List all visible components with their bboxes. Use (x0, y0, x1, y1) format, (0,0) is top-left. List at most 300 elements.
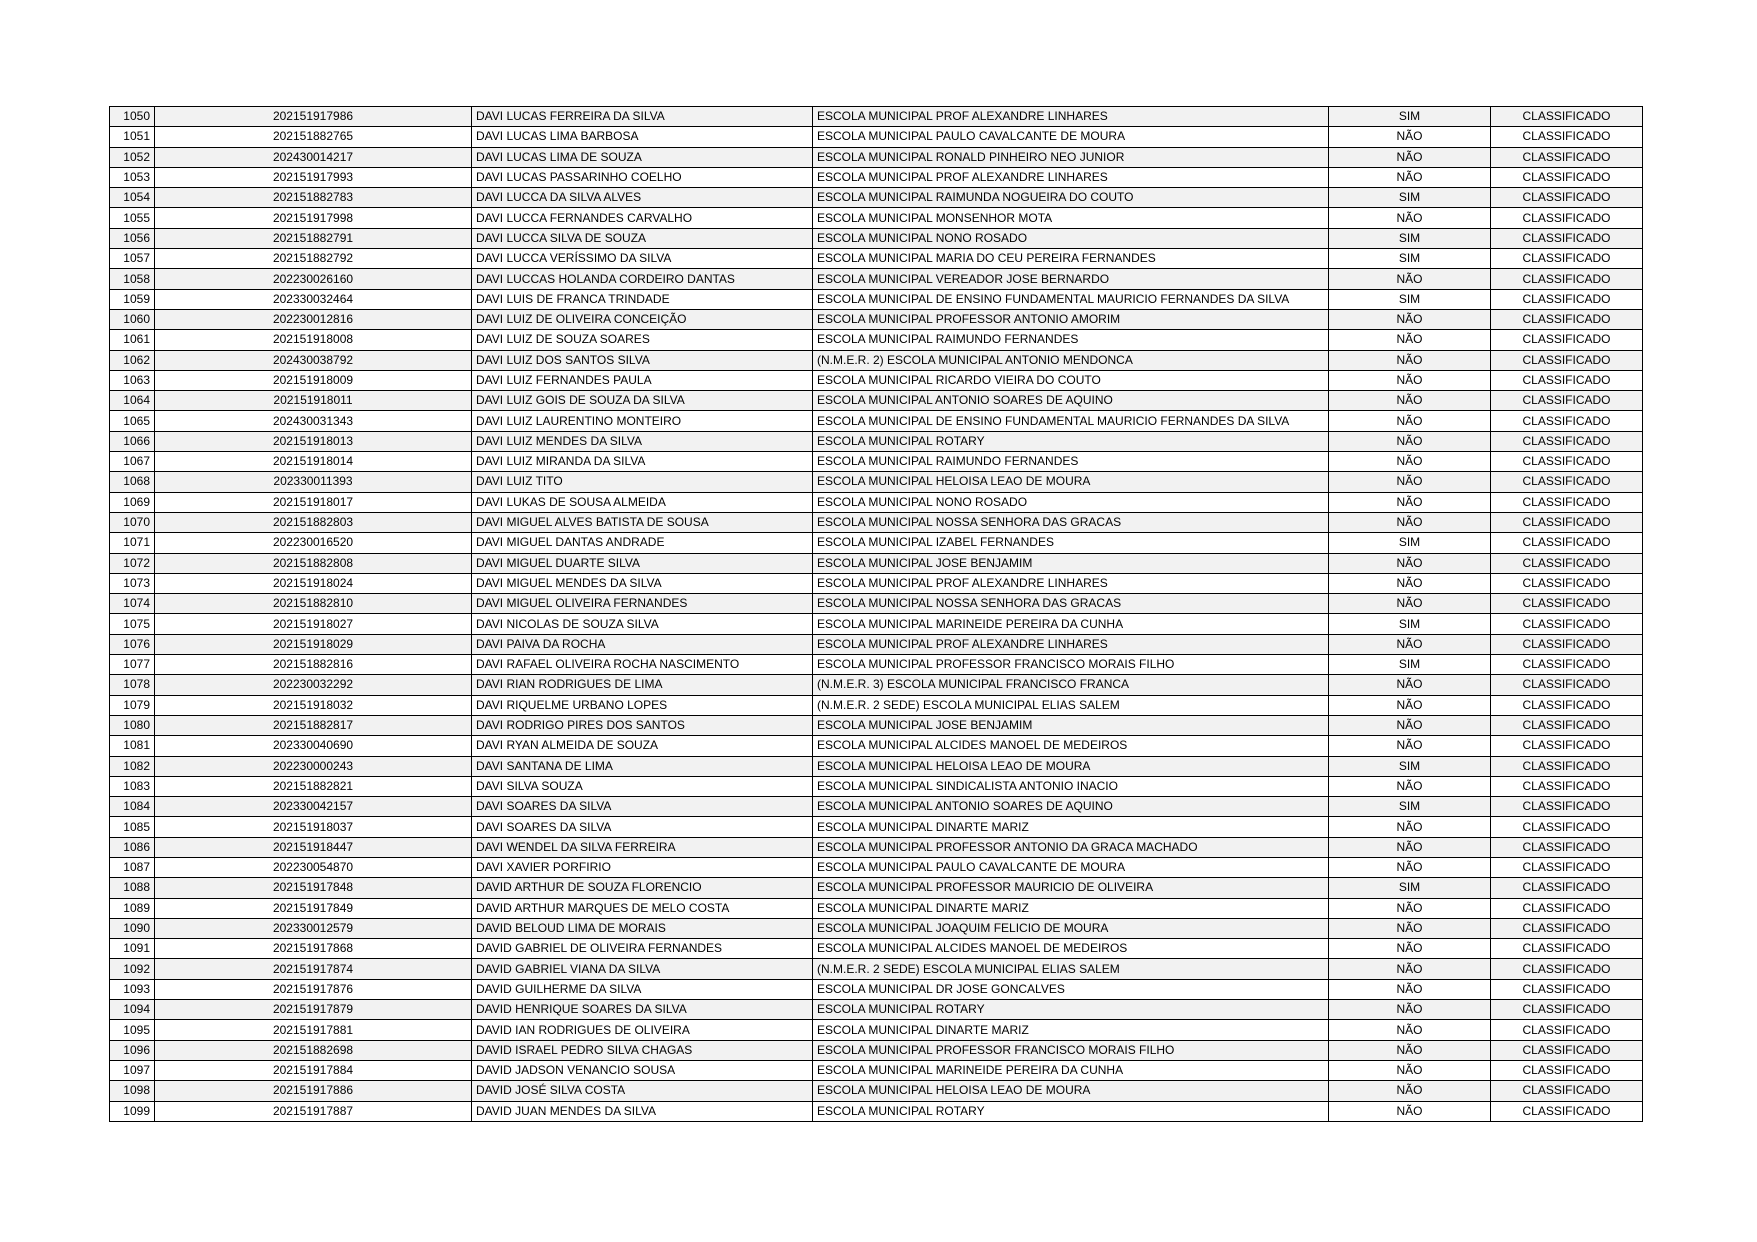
result-cell: CLASSIFICADO (1491, 452, 1643, 472)
enrollment-id-cell: 202230000243 (155, 756, 472, 776)
result-cell: CLASSIFICADO (1491, 411, 1643, 431)
student-name-cell: DAVI MIGUEL MENDES DA SILVA (472, 573, 813, 593)
rank-cell: 1076 (110, 634, 155, 654)
enrollment-id-cell: 202151917879 (155, 1000, 472, 1020)
table-row (110, 857, 1643, 877)
student-name-cell: DAVI LUCCAS HOLANDA CORDEIRO DANTAS (472, 269, 813, 289)
school-name-cell: ESCOLA MUNICIPAL ANTONIO SOARES DE AQUINO (813, 797, 1329, 817)
result-cell: CLASSIFICADO (1491, 573, 1643, 593)
result-cell: CLASSIFICADO (1491, 492, 1643, 512)
school-name-cell: ESCOLA MUNICIPAL ROTARY (813, 1101, 1329, 1121)
enrollment-id-cell: 202151917886 (155, 1081, 472, 1101)
school-name-cell: ESCOLA MUNICIPAL PROFESSOR ANTONIO DA GRACA MACHADO (813, 837, 1329, 857)
result-cell: CLASSIFICADO (1491, 695, 1643, 715)
result-cell: CLASSIFICADO (1491, 634, 1643, 654)
status-cell: NÃO (1329, 898, 1491, 918)
rank-cell: 1099 (110, 1101, 155, 1121)
status-cell: NÃO (1329, 411, 1491, 431)
rank-cell: 1077 (110, 655, 155, 675)
status-cell: NÃO (1329, 857, 1491, 877)
status-cell: NÃO (1329, 309, 1491, 329)
enrollment-id-cell: 202230026160 (155, 269, 472, 289)
enrollment-id-cell: 202430038792 (155, 350, 472, 370)
student-name-cell: DAVI LUIZ LAURENTINO MONTEIRO (472, 411, 813, 431)
rank-cell: 1094 (110, 1000, 155, 1020)
rank-cell: 1086 (110, 837, 155, 857)
student-name-cell: DAVI LUIZ DOS SANTOS SILVA (472, 350, 813, 370)
rank-cell: 1057 (110, 249, 155, 269)
status-cell: NÃO (1329, 472, 1491, 492)
enrollment-id-cell: 202151882791 (155, 228, 472, 248)
result-cell: CLASSIFICADO (1491, 594, 1643, 614)
table-row (110, 1040, 1643, 1060)
school-name-cell: (N.M.E.R. 2) ESCOLA MUNICIPAL ANTONIO MENDONCA (813, 350, 1329, 370)
enrollment-id-cell: 202151882765 (155, 127, 472, 147)
table-row (110, 208, 1643, 228)
status-cell: SIM (1329, 655, 1491, 675)
result-cell: CLASSIFICADO (1491, 857, 1643, 877)
school-name-cell: ESCOLA MUNICIPAL ROTARY (813, 1000, 1329, 1020)
school-name-cell: ESCOLA MUNICIPAL DINARTE MARIZ (813, 817, 1329, 837)
enrollment-id-cell: 202151917884 (155, 1060, 472, 1080)
student-name-cell: DAVI LUIZ MIRANDA DA SILVA (472, 452, 813, 472)
enrollment-id-cell: 202151882792 (155, 249, 472, 269)
table-row (110, 350, 1643, 370)
student-name-cell: DAVI PAIVA DA ROCHA (472, 634, 813, 654)
student-name-cell: DAVI SOARES DA SILVA (472, 817, 813, 837)
table-row (110, 472, 1643, 492)
table-row (110, 1020, 1643, 1040)
student-name-cell: DAVI LUIZ TITO (472, 472, 813, 492)
student-name-cell: DAVI RODRIGO PIRES DOS SANTOS (472, 715, 813, 735)
rank-cell: 1084 (110, 797, 155, 817)
student-name-cell: DAVID GABRIEL DE OLIVEIRA FERNANDES (472, 939, 813, 959)
school-name-cell: ESCOLA MUNICIPAL NOSSA SENHORA DAS GRACAS (813, 594, 1329, 614)
enrollment-id-cell: 202151917993 (155, 167, 472, 187)
rank-cell: 1072 (110, 553, 155, 573)
enrollment-id-cell: 202330011393 (155, 472, 472, 492)
school-name-cell: ESCOLA MUNICIPAL PAULO CAVALCANTE DE MOURA (813, 857, 1329, 877)
school-name-cell: ESCOLA MUNICIPAL HELOISA LEAO DE MOURA (813, 1081, 1329, 1101)
rank-cell: 1074 (110, 594, 155, 614)
enrollment-id-cell: 202151917887 (155, 1101, 472, 1121)
school-name-cell: ESCOLA MUNICIPAL PAULO CAVALCANTE DE MOURA (813, 127, 1329, 147)
classification-table (109, 106, 1643, 1122)
enrollment-id-cell: 202151918029 (155, 634, 472, 654)
rank-cell: 1050 (110, 107, 155, 127)
student-name-cell: DAVID JOSÉ SILVA COSTA (472, 1081, 813, 1101)
school-name-cell: ESCOLA MUNICIPAL RONALD PINHEIRO NEO JUNIOR (813, 147, 1329, 167)
school-name-cell: ESCOLA MUNICIPAL HELOISA LEAO DE MOURA (813, 756, 1329, 776)
table-row (110, 655, 1643, 675)
status-cell: NÃO (1329, 208, 1491, 228)
school-name-cell: (N.M.E.R. 3) ESCOLA MUNICIPAL FRANCISCO FRANCA (813, 675, 1329, 695)
school-name-cell: ESCOLA MUNICIPAL DE ENSINO FUNDAMENTAL MAURICIO FERNANDES DA SILVA (813, 411, 1329, 431)
rank-cell: 1056 (110, 228, 155, 248)
rank-cell: 1090 (110, 918, 155, 938)
school-name-cell: ESCOLA MUNICIPAL MONSENHOR MOTA (813, 208, 1329, 228)
student-name-cell: DAVID ARTHUR MARQUES DE MELO COSTA (472, 898, 813, 918)
result-cell: CLASSIFICADO (1491, 553, 1643, 573)
rank-cell: 1064 (110, 391, 155, 411)
status-cell: NÃO (1329, 452, 1491, 472)
rank-cell: 1067 (110, 452, 155, 472)
status-cell: NÃO (1329, 512, 1491, 532)
status-cell: NÃO (1329, 837, 1491, 857)
enrollment-id-cell: 202151882783 (155, 188, 472, 208)
student-name-cell: DAVID ARTHUR DE SOUZA FLORENCIO (472, 878, 813, 898)
student-name-cell: DAVI XAVIER PORFIRIO (472, 857, 813, 877)
school-name-cell: ESCOLA MUNICIPAL VEREADOR JOSE BERNARDO (813, 269, 1329, 289)
school-name-cell: ESCOLA MUNICIPAL DE ENSINO FUNDAMENTAL MAURICIO FERNANDES DA SILVA (813, 289, 1329, 309)
student-name-cell: DAVI SOARES DA SILVA (472, 797, 813, 817)
student-name-cell: DAVI RYAN ALMEIDA DE SOUZA (472, 736, 813, 756)
result-cell: CLASSIFICADO (1491, 939, 1643, 959)
result-cell: CLASSIFICADO (1491, 350, 1643, 370)
table-row (110, 228, 1643, 248)
rank-cell: 1096 (110, 1040, 155, 1060)
status-cell: SIM (1329, 878, 1491, 898)
status-cell: SIM (1329, 533, 1491, 553)
rank-cell: 1095 (110, 1020, 155, 1040)
status-cell: NÃO (1329, 1040, 1491, 1060)
table-row (110, 167, 1643, 187)
result-cell: CLASSIFICADO (1491, 249, 1643, 269)
status-cell: NÃO (1329, 167, 1491, 187)
student-name-cell: DAVI MIGUEL ALVES BATISTA DE SOUSA (472, 512, 813, 532)
school-name-cell: ESCOLA MUNICIPAL ALCIDES MANOEL DE MEDEIROS (813, 736, 1329, 756)
table-row (110, 817, 1643, 837)
result-cell: CLASSIFICADO (1491, 147, 1643, 167)
result-cell: CLASSIFICADO (1491, 127, 1643, 147)
rank-cell: 1055 (110, 208, 155, 228)
student-name-cell: DAVI SANTANA DE LIMA (472, 756, 813, 776)
result-cell: CLASSIFICADO (1491, 269, 1643, 289)
status-cell: NÃO (1329, 1081, 1491, 1101)
table-row (110, 959, 1643, 979)
school-name-cell: ESCOLA MUNICIPAL MARIA DO CEU PEREIRA FERNANDES (813, 249, 1329, 269)
student-name-cell: DAVI LUIZ DE SOUZA SOARES (472, 330, 813, 350)
status-cell: NÃO (1329, 1000, 1491, 1020)
table-row (110, 452, 1643, 472)
school-name-cell: ESCOLA MUNICIPAL PROF ALEXANDRE LINHARES (813, 634, 1329, 654)
table-row (110, 878, 1643, 898)
status-cell: NÃO (1329, 147, 1491, 167)
result-cell: CLASSIFICADO (1491, 1060, 1643, 1080)
school-name-cell: ESCOLA MUNICIPAL NONO ROSADO (813, 492, 1329, 512)
school-name-cell: ESCOLA MUNICIPAL NOSSA SENHORA DAS GRACAS (813, 512, 1329, 532)
enrollment-id-cell: 202151918037 (155, 817, 472, 837)
status-cell: NÃO (1329, 918, 1491, 938)
student-name-cell: DAVI NICOLAS DE SOUZA SILVA (472, 614, 813, 634)
rank-cell: 1080 (110, 715, 155, 735)
rank-cell: 1081 (110, 736, 155, 756)
result-cell: CLASSIFICADO (1491, 107, 1643, 127)
status-cell: NÃO (1329, 979, 1491, 999)
table-row (110, 1060, 1643, 1080)
status-cell: SIM (1329, 756, 1491, 776)
rank-cell: 1059 (110, 289, 155, 309)
rank-cell: 1060 (110, 309, 155, 329)
enrollment-id-cell: 202151917986 (155, 107, 472, 127)
rank-cell: 1066 (110, 431, 155, 451)
table-row (110, 391, 1643, 411)
school-name-cell: ESCOLA MUNICIPAL RAIMUNDO FERNANDES (813, 330, 1329, 350)
enrollment-id-cell: 202151882698 (155, 1040, 472, 1060)
rank-cell: 1085 (110, 817, 155, 837)
table-row (110, 269, 1643, 289)
result-cell: CLASSIFICADO (1491, 979, 1643, 999)
enrollment-id-cell: 202151918009 (155, 370, 472, 390)
rank-cell: 1091 (110, 939, 155, 959)
school-name-cell: ESCOLA MUNICIPAL IZABEL FERNANDES (813, 533, 1329, 553)
status-cell: NÃO (1329, 736, 1491, 756)
status-cell: NÃO (1329, 675, 1491, 695)
table-row (110, 776, 1643, 796)
school-name-cell: ESCOLA MUNICIPAL RICARDO VIEIRA DO COUTO (813, 370, 1329, 390)
table-row (110, 939, 1643, 959)
table-row (110, 736, 1643, 756)
result-cell: CLASSIFICADO (1491, 228, 1643, 248)
table-row (110, 1101, 1643, 1121)
enrollment-id-cell: 202430031343 (155, 411, 472, 431)
table-row (110, 898, 1643, 918)
rank-cell: 1065 (110, 411, 155, 431)
student-name-cell: DAVI LUKAS DE SOUSA ALMEIDA (472, 492, 813, 512)
school-name-cell: ESCOLA MUNICIPAL ANTONIO SOARES DE AQUINO (813, 391, 1329, 411)
student-name-cell: DAVID HENRIQUE SOARES DA SILVA (472, 1000, 813, 1020)
enrollment-id-cell: 202151918008 (155, 330, 472, 350)
school-name-cell: ESCOLA MUNICIPAL SINDICALISTA ANTONIO INACIO (813, 776, 1329, 796)
school-name-cell: ESCOLA MUNICIPAL JOAQUIM FELICIO DE MOURA (813, 918, 1329, 938)
enrollment-id-cell: 202330032464 (155, 289, 472, 309)
enrollment-id-cell: 202151882810 (155, 594, 472, 614)
rank-cell: 1082 (110, 756, 155, 776)
enrollment-id-cell: 202151882817 (155, 715, 472, 735)
table-row (110, 107, 1643, 127)
enrollment-id-cell: 202430014217 (155, 147, 472, 167)
student-name-cell: DAVI RIAN RODRIGUES DE LIMA (472, 675, 813, 695)
enrollment-id-cell: 202151918032 (155, 695, 472, 715)
result-cell: CLASSIFICADO (1491, 330, 1643, 350)
result-cell: CLASSIFICADO (1491, 1000, 1643, 1020)
student-name-cell: DAVID GABRIEL VIANA DA SILVA (472, 959, 813, 979)
table-row (110, 918, 1643, 938)
student-name-cell: DAVI LUCCA DA SILVA ALVES (472, 188, 813, 208)
status-cell: NÃO (1329, 1020, 1491, 1040)
rank-cell: 1061 (110, 330, 155, 350)
student-name-cell: DAVID JUAN MENDES DA SILVA (472, 1101, 813, 1121)
student-name-cell: DAVI SILVA SOUZA (472, 776, 813, 796)
enrollment-id-cell: 202151917868 (155, 939, 472, 959)
table-row (110, 147, 1643, 167)
student-name-cell: DAVI LUIZ MENDES DA SILVA (472, 431, 813, 451)
enrollment-id-cell: 202151918447 (155, 837, 472, 857)
rank-cell: 1051 (110, 127, 155, 147)
student-name-cell: DAVI LUCAS LIMA DE SOUZA (472, 147, 813, 167)
status-cell: NÃO (1329, 431, 1491, 451)
table-row (110, 431, 1643, 451)
result-cell: CLASSIFICADO (1491, 715, 1643, 735)
school-name-cell: ESCOLA MUNICIPAL NONO ROSADO (813, 228, 1329, 248)
enrollment-id-cell: 202151918013 (155, 431, 472, 451)
student-name-cell: DAVI LUIZ DE OLIVEIRA CONCEIÇÃO (472, 309, 813, 329)
school-name-cell: ESCOLA MUNICIPAL PROF ALEXANDRE LINHARES (813, 167, 1329, 187)
enrollment-id-cell: 202151917881 (155, 1020, 472, 1040)
rank-cell: 1071 (110, 533, 155, 553)
enrollment-id-cell: 202230012816 (155, 309, 472, 329)
result-cell: CLASSIFICADO (1491, 918, 1643, 938)
table-row (110, 330, 1643, 350)
student-name-cell: DAVID ISRAEL PEDRO SILVA CHAGAS (472, 1040, 813, 1060)
status-cell: NÃO (1329, 269, 1491, 289)
table-row (110, 553, 1643, 573)
enrollment-id-cell: 202330042157 (155, 797, 472, 817)
result-cell: CLASSIFICADO (1491, 167, 1643, 187)
school-name-cell: ESCOLA MUNICIPAL MARINEIDE PEREIRA DA CUNHA (813, 1060, 1329, 1080)
enrollment-id-cell: 202151917998 (155, 208, 472, 228)
enrollment-id-cell: 202151918017 (155, 492, 472, 512)
rank-cell: 1075 (110, 614, 155, 634)
table-row (110, 797, 1643, 817)
result-cell: CLASSIFICADO (1491, 431, 1643, 451)
student-name-cell: DAVI MIGUEL DANTAS ANDRADE (472, 533, 813, 553)
school-name-cell: ESCOLA MUNICIPAL PROFESSOR FRANCISCO MORAIS FILHO (813, 1040, 1329, 1060)
enrollment-id-cell: 202151917874 (155, 959, 472, 979)
rank-cell: 1063 (110, 370, 155, 390)
enrollment-id-cell: 202151918027 (155, 614, 472, 634)
enrollment-id-cell: 202230016520 (155, 533, 472, 553)
enrollment-id-cell: 202151918011 (155, 391, 472, 411)
enrollment-id-cell: 202151882808 (155, 553, 472, 573)
school-name-cell: ESCOLA MUNICIPAL PROFESSOR MAURICIO DE OLIVEIRA (813, 878, 1329, 898)
status-cell: NÃO (1329, 391, 1491, 411)
status-cell: NÃO (1329, 127, 1491, 147)
table-row (110, 756, 1643, 776)
table-row (110, 675, 1643, 695)
school-name-cell: ESCOLA MUNICIPAL ROTARY (813, 431, 1329, 451)
student-name-cell: DAVI LUCAS PASSARINHO COELHO (472, 167, 813, 187)
table-row (110, 1081, 1643, 1101)
status-cell: NÃO (1329, 776, 1491, 796)
status-cell: SIM (1329, 797, 1491, 817)
table-row (110, 979, 1643, 999)
result-cell: CLASSIFICADO (1491, 309, 1643, 329)
status-cell: NÃO (1329, 330, 1491, 350)
rank-cell: 1088 (110, 878, 155, 898)
school-name-cell: ESCOLA MUNICIPAL PROFESSOR FRANCISCO MORAIS FILHO (813, 655, 1329, 675)
table-row (110, 614, 1643, 634)
result-cell: CLASSIFICADO (1491, 370, 1643, 390)
status-cell: SIM (1329, 289, 1491, 309)
table-row (110, 127, 1643, 147)
rank-cell: 1078 (110, 675, 155, 695)
result-cell: CLASSIFICADO (1491, 472, 1643, 492)
result-cell: CLASSIFICADO (1491, 898, 1643, 918)
status-cell: NÃO (1329, 350, 1491, 370)
rank-cell: 1053 (110, 167, 155, 187)
student-name-cell: DAVI LUCAS FERREIRA DA SILVA (472, 107, 813, 127)
rank-cell: 1097 (110, 1060, 155, 1080)
result-cell: CLASSIFICADO (1491, 289, 1643, 309)
result-cell: CLASSIFICADO (1491, 959, 1643, 979)
school-name-cell: ESCOLA MUNICIPAL PROF ALEXANDRE LINHARES (813, 107, 1329, 127)
rank-cell: 1070 (110, 512, 155, 532)
result-cell: CLASSIFICADO (1491, 736, 1643, 756)
student-name-cell: DAVID GUILHERME DA SILVA (472, 979, 813, 999)
table-row (110, 634, 1643, 654)
student-name-cell: DAVI LUCCA SILVA DE SOUZA (472, 228, 813, 248)
table-row (110, 512, 1643, 532)
table-row (110, 309, 1643, 329)
enrollment-id-cell: 202151882816 (155, 655, 472, 675)
enrollment-id-cell: 202230054870 (155, 857, 472, 877)
enrollment-id-cell: 202151917876 (155, 979, 472, 999)
result-cell: CLASSIFICADO (1491, 1081, 1643, 1101)
rank-cell: 1092 (110, 959, 155, 979)
table-row (110, 837, 1643, 857)
rank-cell: 1058 (110, 269, 155, 289)
student-name-cell: DAVI LUIZ FERNANDES PAULA (472, 370, 813, 390)
rank-cell: 1093 (110, 979, 155, 999)
school-name-cell: (N.M.E.R. 2 SEDE) ESCOLA MUNICIPAL ELIAS SALEM (813, 959, 1329, 979)
rank-cell: 1087 (110, 857, 155, 877)
enrollment-id-cell: 202330040690 (155, 736, 472, 756)
result-cell: CLASSIFICADO (1491, 188, 1643, 208)
status-cell: NÃO (1329, 1101, 1491, 1121)
result-cell: CLASSIFICADO (1491, 797, 1643, 817)
rank-cell: 1089 (110, 898, 155, 918)
enrollment-id-cell: 202151918024 (155, 573, 472, 593)
result-cell: CLASSIFICADO (1491, 512, 1643, 532)
school-name-cell: ESCOLA MUNICIPAL PROF ALEXANDRE LINHARES (813, 573, 1329, 593)
school-name-cell: ESCOLA MUNICIPAL JOSE BENJAMIM (813, 553, 1329, 573)
school-name-cell: ESCOLA MUNICIPAL PROFESSOR ANTONIO AMORIM (813, 309, 1329, 329)
status-cell: NÃO (1329, 959, 1491, 979)
table-row (110, 594, 1643, 614)
enrollment-id-cell: 202151882803 (155, 512, 472, 532)
table-row (110, 573, 1643, 593)
rank-cell: 1054 (110, 188, 155, 208)
enrollment-id-cell: 202151917849 (155, 898, 472, 918)
rank-cell: 1079 (110, 695, 155, 715)
table-row (110, 715, 1643, 735)
status-cell: NÃO (1329, 695, 1491, 715)
school-name-cell: ESCOLA MUNICIPAL DR JOSE GONCALVES (813, 979, 1329, 999)
rank-cell: 1062 (110, 350, 155, 370)
rank-cell: 1068 (110, 472, 155, 492)
status-cell: NÃO (1329, 1060, 1491, 1080)
result-cell: CLASSIFICADO (1491, 1101, 1643, 1121)
result-cell: CLASSIFICADO (1491, 391, 1643, 411)
enrollment-id-cell: 202151917848 (155, 878, 472, 898)
result-cell: CLASSIFICADO (1491, 533, 1643, 553)
table-row (110, 1000, 1643, 1020)
table-row (110, 533, 1643, 553)
table-body (110, 107, 1643, 1122)
student-name-cell: DAVI LUCCA FERNANDES CARVALHO (472, 208, 813, 228)
status-cell: NÃO (1329, 594, 1491, 614)
result-cell: CLASSIFICADO (1491, 837, 1643, 857)
enrollment-id-cell: 202151918014 (155, 452, 472, 472)
result-cell: CLASSIFICADO (1491, 817, 1643, 837)
status-cell: NÃO (1329, 553, 1491, 573)
school-name-cell: ESCOLA MUNICIPAL JOSE BENJAMIM (813, 715, 1329, 735)
result-cell: CLASSIFICADO (1491, 1020, 1643, 1040)
student-name-cell: DAVI MIGUEL OLIVEIRA FERNANDES (472, 594, 813, 614)
rank-cell: 1052 (110, 147, 155, 167)
student-name-cell: DAVI LUIZ GOIS DE SOUZA DA SILVA (472, 391, 813, 411)
